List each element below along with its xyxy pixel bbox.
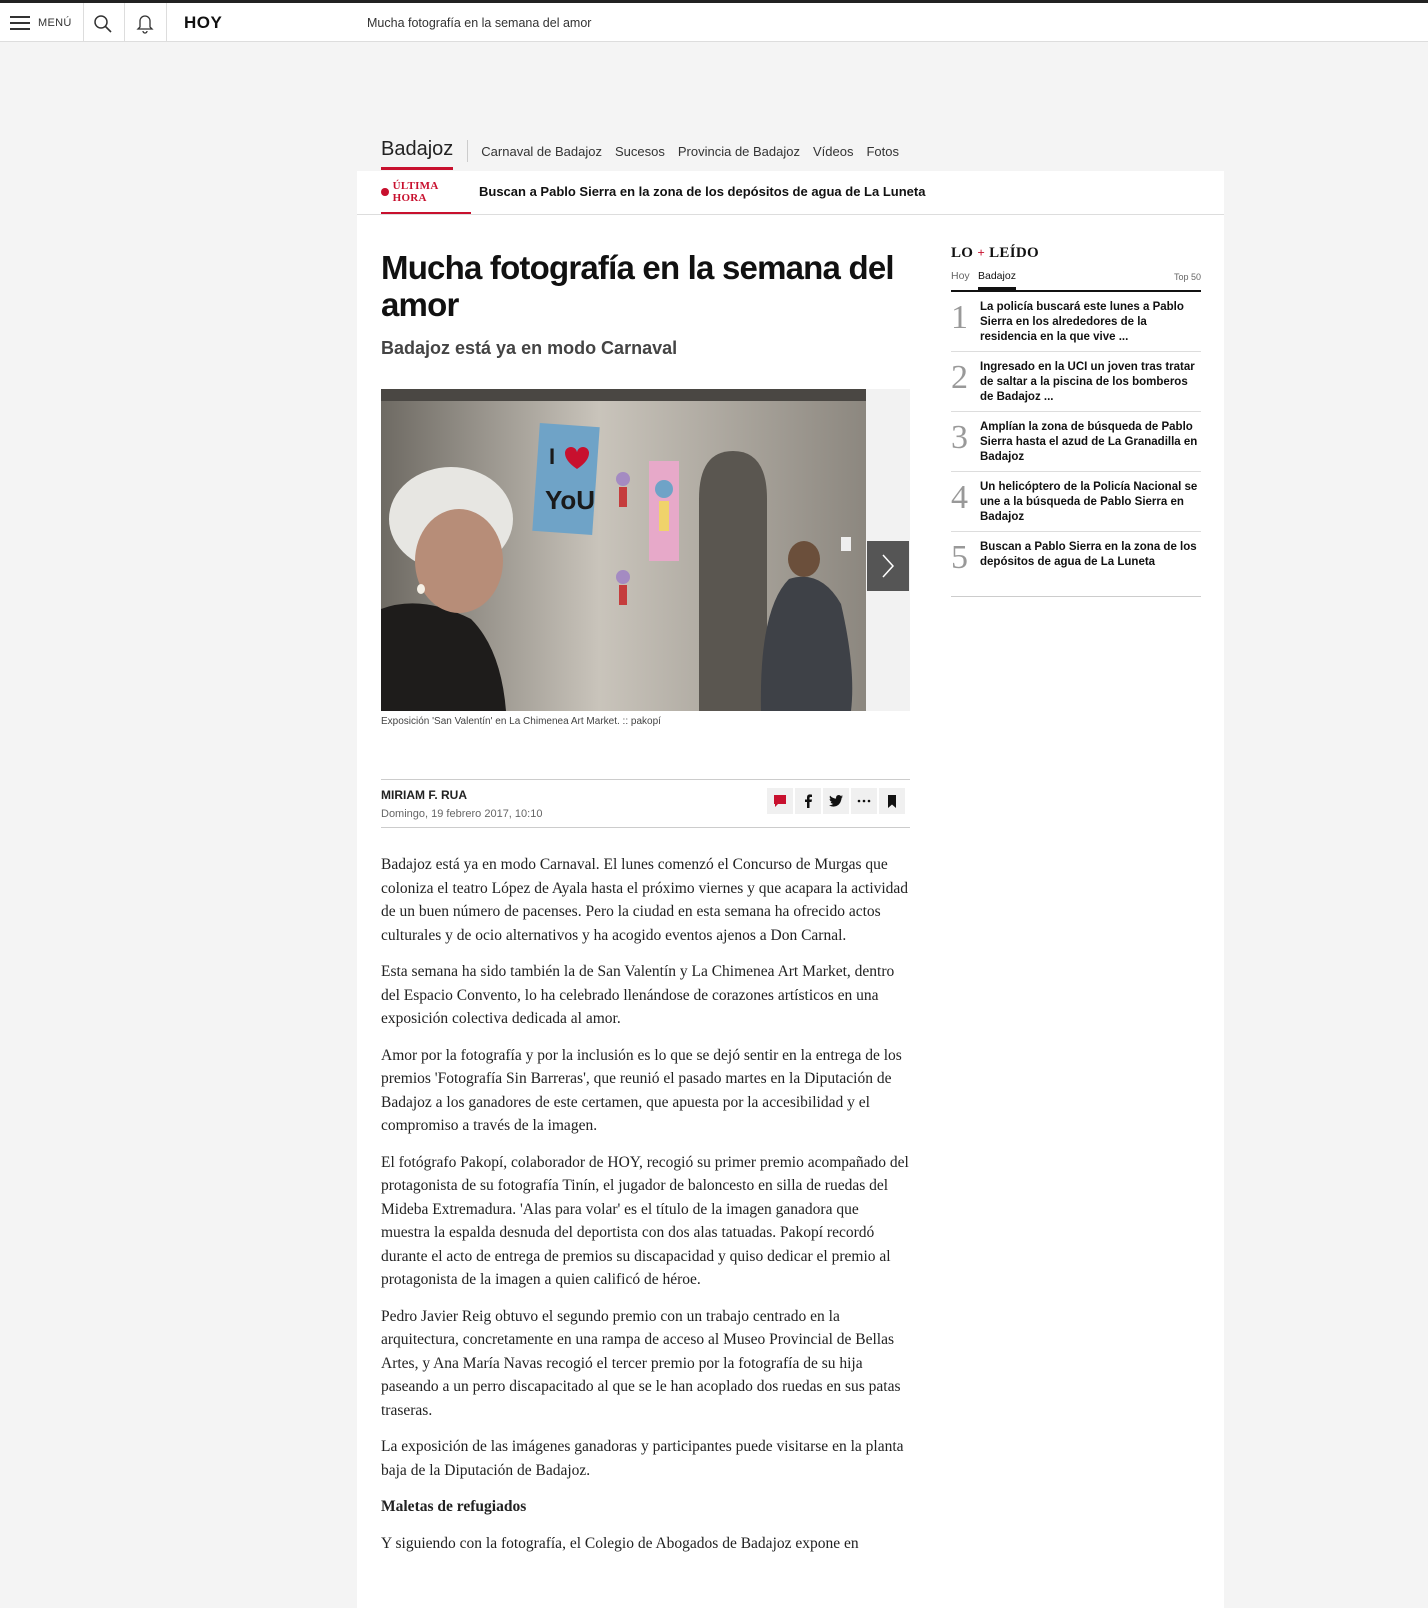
most-read-item[interactable] [951,292,1201,352]
tab-hoy[interactable]: Hoy [951,270,970,282]
breaking-tag-label: ÚLTIMA HORA [392,179,439,204]
share-bar [765,788,905,814]
most-read-headline[interactable]: Un helicóptero de la Policía Nacional se une a la búsqueda de Pablo Sierra en Badajoz [980,481,1198,523]
divider [357,214,1224,215]
article-subtitle: Badajoz está ya en modo Carnaval [381,338,678,358]
svg-text:YoU: YoU [545,485,596,515]
paragraph: Pedro Javier Reig obtuvo el segundo premio con un trabajo centrado en la arquitectura, concretamente en una rampa de acceso al Museo Provincial de Bellas Artes, y Ana María Navas recogió el tercer premio por la fotografía de su hija paseando a un perro discapacitado al que se le han acoplado dos ruedas en sus patas traseras. [381,1307,901,1419]
most-read-title [951,245,1201,262]
paragraph: Y siguiendo con la fotografía, el Colegio de Abogados de Badajoz expone en [381,1534,859,1552]
most-read-tabs [951,268,1201,292]
most-read-title-lo: LO [951,245,974,261]
most-read-item[interactable] [951,472,1201,532]
bookmark-icon[interactable] [879,788,905,814]
svg-text:I: I [549,444,556,469]
article-card [357,171,1224,1608]
rank-number: 3 [951,419,968,456]
most-read-headline[interactable]: La policía buscará este lunes a Pablo Sierra en los alrededores de la residencia en la que vive ... [980,301,1184,343]
nav-item-videos[interactable]: Vídeos [813,144,854,159]
most-read-headline[interactable]: Amplían la zona de búsqueda de Pablo Sierra hasta el azud de La Granadilla en Badajoz [980,421,1198,463]
paragraph: Esta semana ha sido también la de San Valentín y La Chimenea Art Market, dentro del Espacio Convento, lo ha celebrado llenándose de corazones artísticos en una exposición colectiva dedicada al amor. [381,963,895,1027]
facebook-icon[interactable] [795,788,821,814]
section-name[interactable]: Badajoz [381,138,453,170]
breaking-headline-link[interactable]: Buscan a Pablo Sierra en la zona de los depósitos de agua de La Luneta [479,184,926,199]
author-name[interactable]: MIRIAM F. RUA [381,788,467,802]
divider [124,3,125,42]
tab-badajoz[interactable]: Badajoz [978,270,1016,290]
section-nav [381,138,912,170]
chevron-right-icon [880,553,896,579]
rank-number: 5 [951,539,968,576]
divider [381,827,910,828]
article-title: Mucha fotografía en la semana del amor [381,249,894,323]
most-read-headline[interactable]: Ingresado en la UCI un joven tras tratar de saltar a la piscina de los bomberos de Badajoz ... [980,361,1195,403]
live-dot-icon [381,188,389,196]
paragraph: Amor por la fotografía y por la inclusión es lo que se dejó sentir en la entrega de los premios 'Fotografía Sin Barreras', que reunió el pasado martes en la Diputación de Badajoz a los ganadores de este certamen, que apuesta por la accesibilidad y el compromiso a través de la imagen. [381,1046,902,1134]
plus-icon: + [977,245,986,260]
rank-number: 1 [951,299,968,336]
rank-number: 4 [951,479,968,516]
article-photo[interactable] [381,389,866,711]
most-read-headline[interactable]: Buscan a Pablo Sierra en la zona de los depósitos de agua de La Luneta [980,541,1197,568]
most-read-widget [951,245,1201,597]
nav-item-carnaval[interactable]: Carnaval de Badajoz [481,144,602,159]
top-bar [0,0,1428,42]
bell-icon[interactable] [134,12,156,34]
most-read-item[interactable] [951,412,1201,472]
divider [83,3,84,42]
top-50-link[interactable]: Top 50 [1173,272,1201,282]
paragraph: Badajoz está ya en modo Carnaval. El lunes comenzó el Concurso de Murgas que coloniza el teatro López de Ayala hasta el próximo viernes y que acapara la actividad de un buen número de pacenses. Pero la ciudad en esta semana ha ofrecido actos culturales y de ocio alternativos y ha acogido eventos ajenos a Don Carnal. [381,856,909,944]
most-read-item[interactable] [951,352,1201,412]
photo-caption: Exposición 'San Valentín' en La Chimenea Art Market. :: pakopí [381,716,661,727]
breaking-news-bar [381,171,1224,215]
paragraph: El fotógrafo Pakopí, colaborador de HOY, recogió su primer premio acompañado del protagonista de su fotografía Tinín, el jugador de baloncesto en silla de ruedas del Mideba Extremadura. 'Alas para volar' es el título de la imagen ganadora que muestra la espalda desnuda del deportista con dos alas tatuadas. Pakopí recordó durante el acto de entrega de premios su discapacidad y quiso dedicar el premio al protagonista de la imagen a quien calificó de héroe. [381,1153,909,1288]
photo-gallery [381,389,910,711]
paragraph: La exposición de las imágenes ganadoras y participantes puede visitarse en la planta baja de la Diputación de Badajoz. [381,1438,904,1479]
nav-item-provincia[interactable]: Provincia de Badajoz [677,144,800,159]
article-subheading: Maletas de refugiados [381,1498,527,1515]
search-icon[interactable] [92,12,114,34]
rank-number: 2 [951,359,968,396]
most-read-item[interactable] [951,532,1201,596]
divider [166,3,167,42]
nav-item-fotos[interactable]: Fotos [866,144,899,159]
most-read-title-leido: LEÍDO [989,245,1039,261]
menu-label: MENÚ [38,16,72,29]
nav-item-sucesos[interactable]: Sucesos [614,144,665,159]
hamburger-icon [10,16,30,30]
page-title-bar: Mucha fotografía en la semana del amor [367,16,592,30]
menu-button[interactable] [10,3,82,42]
comments-icon[interactable] [767,788,793,814]
more-options-icon[interactable] [851,788,877,814]
twitter-icon[interactable] [823,788,849,814]
site-logo[interactable]: HOY [184,13,223,32]
breaking-tag [381,171,471,215]
divider [381,779,910,780]
most-read-list [951,292,1201,597]
gallery-next-button[interactable] [867,541,909,591]
publish-date: Domingo, 19 febrero 2017, 10:10 [381,808,543,820]
divider [467,140,468,162]
article-body [381,853,909,1568]
